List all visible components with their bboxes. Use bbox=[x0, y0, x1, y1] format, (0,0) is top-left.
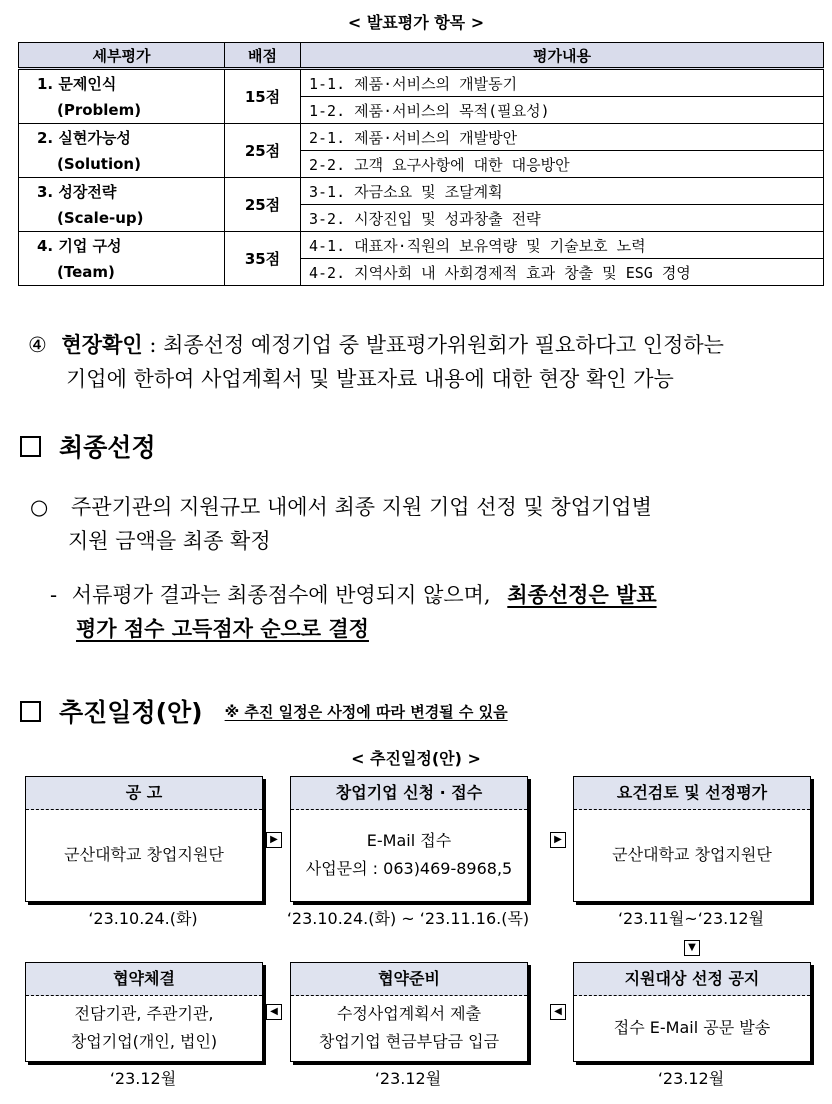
schedule-heading bbox=[20, 693, 508, 729]
step-date: ‘23.11월~‘23.12월 bbox=[617, 909, 765, 928]
column-header: 평가내용 bbox=[301, 43, 824, 69]
step-announcement bbox=[25, 776, 263, 902]
step-date: ‘23.12월 bbox=[109, 1069, 177, 1088]
site-check-line2: 기업에 한하여 사업계획서 및 발표자료 내용에 대한 현장 확인 가능 bbox=[66, 367, 674, 391]
category-english: (Problem) bbox=[57, 100, 142, 119]
final-sub-emphasis: 최종선정은 발표 bbox=[507, 582, 657, 607]
final-sub-paragraph bbox=[50, 578, 824, 646]
category-cell bbox=[19, 124, 225, 178]
table-row bbox=[19, 232, 824, 259]
section-title: 최종선정 bbox=[59, 433, 156, 462]
criteria-item: 2-1. 제품·서비스의 개발방안 bbox=[301, 124, 824, 151]
arrow-left-icon: ◀ bbox=[550, 1004, 566, 1020]
step-title: 협약준비 bbox=[291, 963, 527, 996]
category-english: (Team) bbox=[57, 262, 115, 281]
step-date: ‘23.10.24.(화) ~ ‘23.11.16.(목) bbox=[286, 909, 530, 928]
final-sub-emphasis-cont: 평가 점수 고득점자 순으로 결정 bbox=[76, 616, 369, 641]
arrow-down-icon: ▼ bbox=[684, 940, 700, 956]
table-header-row bbox=[19, 43, 824, 69]
step-agreement-prep bbox=[290, 962, 528, 1062]
category-name: 3. 성장전략 bbox=[37, 182, 117, 201]
table-row bbox=[19, 69, 824, 97]
step-body-line: 접수 E-Mail 공문 발송 bbox=[613, 1018, 771, 1037]
step-title: 요건검토 및 선정평가 bbox=[574, 777, 810, 810]
circled-number-marker: ④ bbox=[28, 333, 47, 357]
step-body bbox=[291, 810, 527, 900]
step-body-line: 수정사업계획서 제출 bbox=[336, 1004, 482, 1023]
step-body bbox=[574, 810, 810, 900]
final-selection-heading bbox=[20, 428, 156, 464]
step-body bbox=[574, 996, 810, 1060]
category-english: (Scale-up) bbox=[57, 208, 144, 227]
category-name: 4. 기업 구성 bbox=[37, 236, 122, 255]
step-body-line: 사업문의 : 063)469-8968,5 bbox=[305, 859, 513, 878]
category-english: (Solution) bbox=[57, 154, 141, 173]
category-cell bbox=[19, 232, 225, 286]
step-date: ‘23.12월 bbox=[657, 1069, 725, 1088]
step-body bbox=[26, 810, 262, 900]
arrow-left-icon: ◀ bbox=[266, 1004, 282, 1020]
step-title: 공 고 bbox=[26, 777, 262, 810]
criteria-item: 3-1. 자금소요 및 조달계획 bbox=[301, 178, 824, 205]
column-header: 세부평가 bbox=[19, 43, 225, 69]
step-application bbox=[290, 776, 528, 902]
schedule-note: ※ 추진 일정은 사정에 따라 변경될 수 있음 bbox=[224, 702, 508, 721]
final-sub-plain: 서류평가 결과는 최종점수에 반영되지 않으며, bbox=[71, 583, 491, 607]
score-cell: 35점 bbox=[225, 232, 301, 286]
eval-caption: < 발표평가 항목 > bbox=[347, 13, 485, 32]
table-row bbox=[19, 124, 824, 151]
final-line2: 지원 금액을 최종 확정 bbox=[68, 529, 271, 553]
step-agreement-signing bbox=[25, 962, 263, 1062]
criteria-item: 1-2. 제품·서비스의 목적(필요성) bbox=[301, 97, 824, 124]
square-bullet-icon bbox=[20, 436, 41, 457]
category-cell bbox=[19, 178, 225, 232]
category-name: 1. 문제인식 bbox=[37, 74, 117, 93]
category-name: 2. 실현가능성 bbox=[37, 128, 131, 147]
step-body-line: 군산대학교 창업지원단 bbox=[612, 845, 772, 864]
category-cell bbox=[19, 69, 225, 124]
step-body-line: E-Mail 접수 bbox=[366, 831, 452, 850]
step-body bbox=[26, 996, 262, 1060]
step-title: 창업기업 신청 · 접수 bbox=[291, 777, 527, 810]
square-bullet-icon bbox=[20, 701, 41, 722]
step-body bbox=[291, 996, 527, 1060]
score-cell: 25점 bbox=[225, 178, 301, 232]
circle-bullet: ○ bbox=[30, 495, 49, 519]
section-title: 추진일정(안) bbox=[59, 698, 203, 727]
site-check-paragraph bbox=[28, 328, 824, 396]
column-header: 배점 bbox=[225, 43, 301, 69]
dash-bullet: - bbox=[50, 583, 58, 607]
site-check-term: 현장확인 bbox=[61, 332, 143, 357]
table-row bbox=[19, 178, 824, 205]
criteria-item: 4-1. 대표자·직원의 보유역량 및 기술보호 노력 bbox=[301, 232, 824, 259]
step-date: ‘23.12월 bbox=[374, 1069, 442, 1088]
step-title: 협약체결 bbox=[26, 963, 262, 996]
step-review bbox=[573, 776, 811, 902]
arrow-right-icon: ▶ bbox=[266, 832, 282, 848]
step-selection-notice bbox=[573, 962, 811, 1062]
step-body-line: 군산대학교 창업지원단 bbox=[64, 845, 224, 864]
score-cell: 25점 bbox=[225, 124, 301, 178]
criteria-item: 4-2. 지역사회 내 사회경제적 효과 창출 및 ESG 경영 bbox=[301, 259, 824, 286]
arrow-right-icon: ▶ bbox=[550, 832, 566, 848]
step-title: 지원대상 선정 공지 bbox=[574, 963, 810, 996]
criteria-item: 2-2. 고객 요구사항에 대한 대응방안 bbox=[301, 151, 824, 178]
step-body-line: 창업기업 현금부담금 입금 bbox=[318, 1032, 500, 1051]
final-line1: 주관기관의 지원규모 내에서 최종 지원 기업 선정 및 창업기업별 bbox=[71, 495, 652, 519]
step-body-line: 창업기업(개인, 법인) bbox=[70, 1032, 218, 1051]
criteria-item: 1-1. 제품·서비스의 개발동기 bbox=[301, 69, 824, 97]
final-selection-paragraph bbox=[30, 490, 824, 558]
step-body-line: 전담기관, 주관기관, bbox=[74, 1004, 214, 1023]
criteria-item: 3-2. 시장진입 및 성과창출 전략 bbox=[301, 205, 824, 232]
score-cell: 15점 bbox=[225, 69, 301, 124]
evaluation-table bbox=[18, 42, 824, 286]
schedule-caption: < 추진일정(안) > bbox=[351, 749, 481, 768]
step-date: ‘23.10.24.(화) bbox=[88, 909, 198, 928]
site-check-line1: : 최종선정 예정기업 중 발표평가위원회가 필요하다고 인정하는 bbox=[149, 333, 724, 357]
